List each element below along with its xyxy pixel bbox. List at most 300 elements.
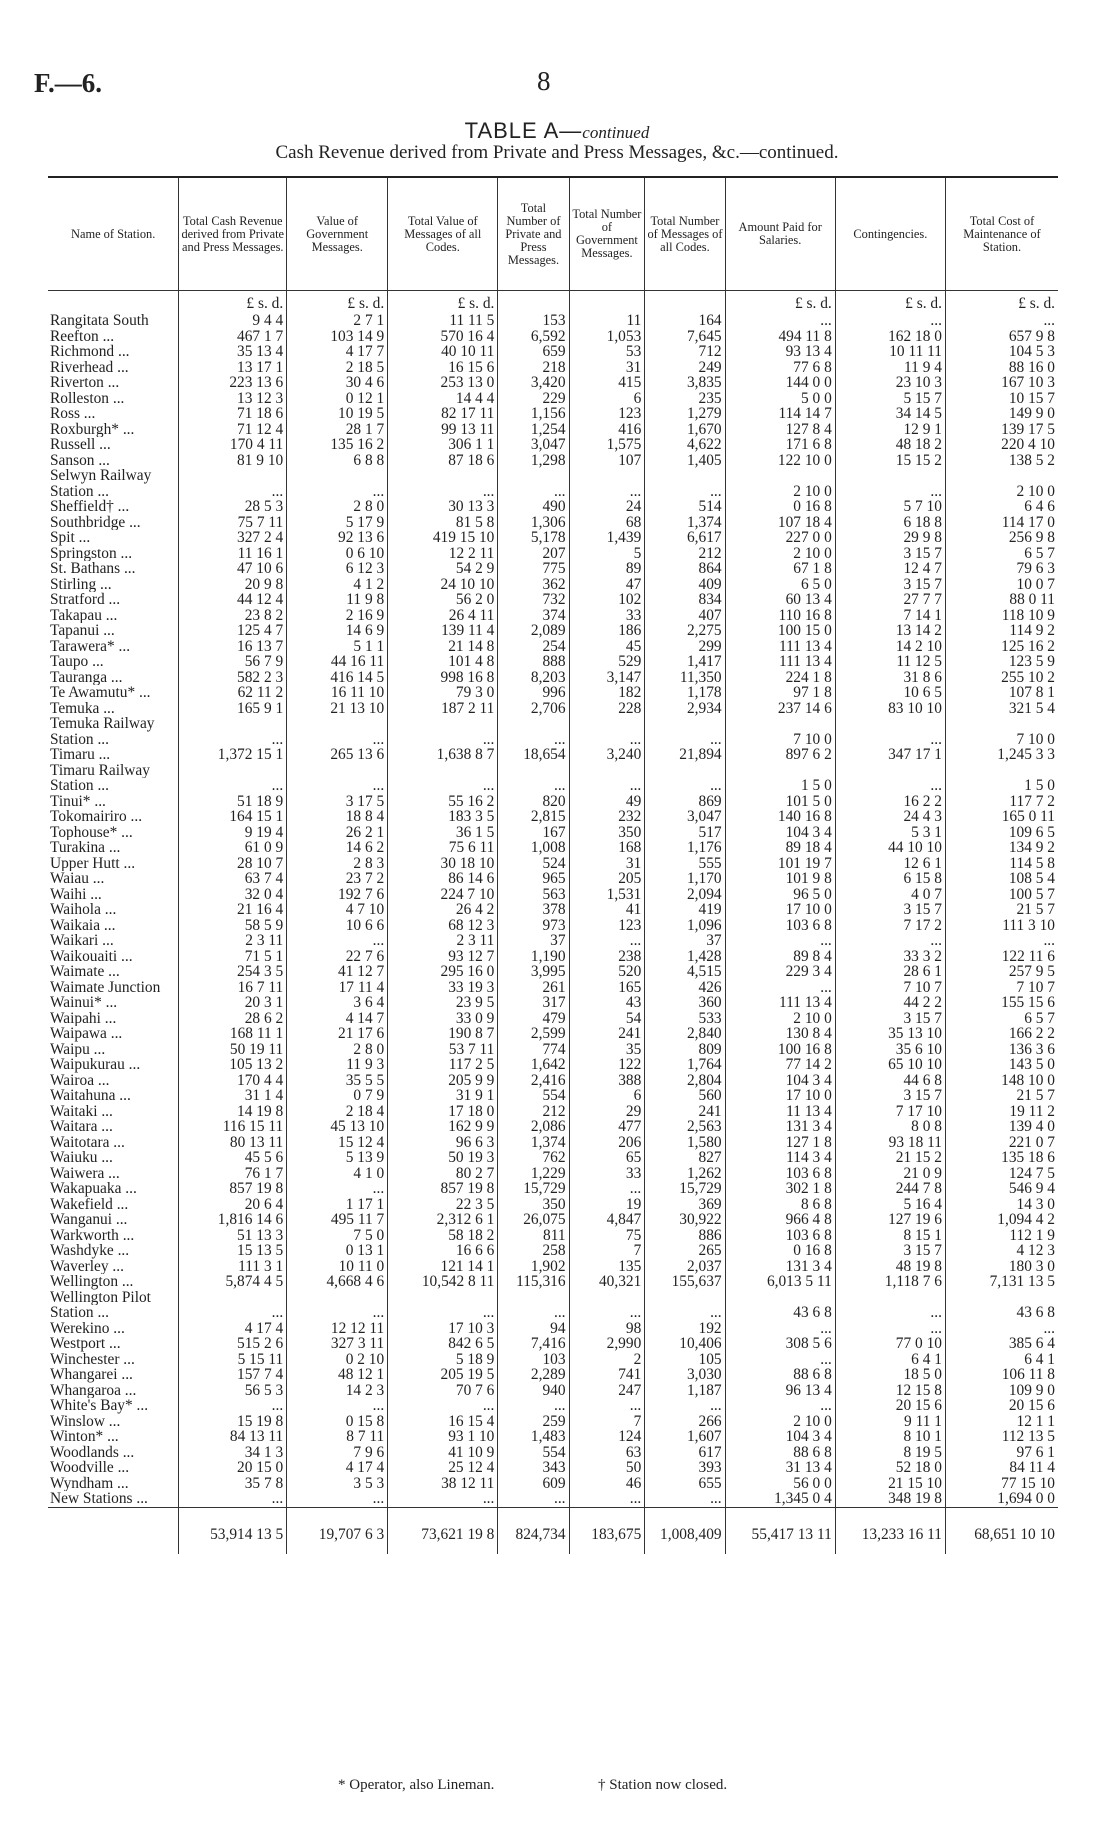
value-cell: 1,531 — [569, 887, 645, 903]
value-cell: 101 5 0 — [725, 794, 835, 810]
value-cell: 123 — [569, 918, 645, 934]
value-cell: 1,306 — [498, 515, 569, 531]
value-cell: 182 — [569, 685, 645, 701]
value-cell: 17 18 0 — [388, 1104, 498, 1120]
value-cell: 1,170 — [645, 871, 725, 887]
table-row — [48, 1259, 1058, 1275]
value-cell: 89 18 4 — [725, 840, 835, 856]
value-cell — [725, 763, 835, 779]
table-row — [48, 856, 1058, 872]
value-cell: 117 2 5 — [388, 1057, 498, 1073]
station-name-cell: Spit ... — [48, 530, 179, 546]
value-cell: 4,622 — [645, 437, 725, 453]
value-cell: 237 14 6 — [725, 701, 835, 717]
value-cell: 31 — [569, 360, 645, 376]
value-cell: 7,416 — [498, 1336, 569, 1352]
value-cell: 609 — [498, 1476, 569, 1492]
value-cell: 2,289 — [498, 1367, 569, 1383]
value-cell: 347 17 1 — [835, 747, 945, 763]
value-cell: 477 — [569, 1119, 645, 1135]
value-cell: 84 13 11 — [179, 1429, 287, 1445]
value-cell: 7 5 0 — [287, 1228, 388, 1244]
value-cell — [569, 763, 645, 779]
station-name-cell: Waitaki ... — [48, 1104, 179, 1120]
value-cell: 123 5 9 — [1008, 654, 1055, 670]
value-cell: ... — [287, 484, 388, 500]
value-cell: 67 1 8 — [725, 561, 835, 577]
value-cell: 1,439 — [569, 530, 645, 546]
value-cell: 10 15 7 — [1008, 390, 1055, 406]
value-cell: 426 — [645, 980, 725, 996]
station-name-cell: Tarawera* ... — [48, 639, 179, 655]
value-cell: 317 — [498, 995, 569, 1011]
value-cell: ... — [645, 484, 725, 500]
table-row — [48, 1243, 1058, 1259]
value-cell: 109 6 5 — [1008, 824, 1055, 840]
table-row — [48, 778, 1058, 794]
value-cell: 265 — [645, 1243, 725, 1259]
value-cell: 125 16 2 — [1001, 638, 1055, 654]
value-cell: 112 13 5 — [1001, 1429, 1055, 1445]
value-cell: 11,350 — [645, 670, 725, 686]
value-cell: 104 3 4 — [725, 1073, 835, 1089]
value-cell: £ s. d. — [179, 291, 287, 314]
value-cell: 135 16 2 — [287, 437, 388, 453]
value-cell: 102 — [569, 592, 645, 608]
value-cell: 107 8 1 — [1008, 685, 1055, 701]
value-cell: 259 — [498, 1414, 569, 1430]
value-cell: 21 17 6 — [287, 1026, 388, 1042]
table-row — [48, 980, 1058, 996]
value-cell: 114 5 8 — [1009, 855, 1055, 871]
table-row — [48, 794, 1058, 810]
value-cell: ... — [287, 1398, 388, 1414]
value-cell: 43 6 8 — [1016, 1305, 1055, 1321]
value-cell: 1,254 — [498, 422, 569, 438]
value-cell: 83 10 10 — [835, 701, 945, 717]
value-cell: 24 4 3 — [835, 809, 945, 825]
value-cell: ... — [569, 1181, 645, 1197]
value-cell: 1 5 0 — [725, 778, 835, 794]
value-cell: 302 1 8 — [725, 1181, 835, 1197]
value-cell: 41 10 9 — [388, 1445, 498, 1461]
value-cell: 118 10 9 — [1001, 607, 1055, 623]
value-cell: 3 5 3 — [287, 1476, 388, 1492]
value-cell: ... — [179, 732, 287, 748]
value-cell: 5 7 10 — [835, 499, 945, 515]
table-row — [48, 840, 1058, 856]
value-cell: 1,008,409 — [645, 1507, 725, 1554]
value-cell: 206 — [569, 1135, 645, 1151]
value-cell: 1,816 14 6 — [179, 1212, 287, 1228]
value-cell: 44 2 2 — [835, 995, 945, 1011]
value-cell: 192 — [645, 1321, 725, 1337]
station-name-cell: Timaru Railway — [48, 763, 179, 779]
value-cell: 63 — [569, 1445, 645, 1461]
station-name-cell: Reefton ... — [48, 329, 179, 345]
value-cell: 43 — [569, 995, 645, 1011]
station-name-cell: Roxburgh* ... — [48, 422, 179, 438]
value-cell: 2 3 11 — [388, 933, 498, 949]
value-cell: ... — [835, 313, 945, 329]
station-name-cell: Taupo ... — [48, 654, 179, 670]
value-cell: 218 — [498, 360, 569, 376]
value-cell: 115,316 — [498, 1274, 569, 1290]
value-cell: 12 9 1 — [835, 422, 945, 438]
value-cell: 2,312 6 1 — [388, 1212, 498, 1228]
station-name-cell: Wainui* ... — [48, 995, 179, 1011]
value-cell: 20 9 8 — [179, 577, 287, 593]
station-name-cell: St. Bathans ... — [48, 561, 179, 577]
station-name-cell: Whangarei ... — [48, 1367, 179, 1383]
station-name-cell: Waverley ... — [48, 1259, 179, 1275]
value-cell: ... — [1043, 313, 1055, 329]
value-cell — [945, 468, 1058, 484]
value-cell: 3 6 4 — [287, 995, 388, 1011]
value-cell: 3,047 — [645, 809, 725, 825]
footnote-closed: † Station now closed. — [598, 1777, 728, 1793]
table-row — [48, 623, 1058, 639]
value-cell: 106 11 8 — [1001, 1367, 1055, 1383]
value-cell: 15 12 4 — [287, 1135, 388, 1151]
table-row — [48, 747, 1058, 763]
value-cell: 10 11 11 — [835, 344, 945, 360]
value-cell: 20 15 6 — [1008, 1398, 1055, 1414]
value-cell — [945, 763, 1058, 779]
value-cell: 205 19 5 — [388, 1367, 498, 1383]
value-cell: 107 — [569, 453, 645, 469]
value-cell — [287, 716, 388, 732]
station-name-cell: Tauranga ... — [48, 670, 179, 686]
value-cell: 12 15 8 — [835, 1383, 945, 1399]
value-cell: 16 13 7 — [179, 639, 287, 655]
value-cell: 13,233 16 11 — [835, 1507, 945, 1554]
value-cell: 515 2 6 — [179, 1336, 287, 1352]
table-header — [48, 177, 1058, 291]
value-cell: ... — [388, 1491, 498, 1507]
value-cell: 88 6 8 — [725, 1445, 835, 1461]
value-cell: 617 — [645, 1445, 725, 1461]
value-cell — [287, 468, 388, 484]
value-cell: 261 — [498, 980, 569, 996]
value-cell: 14 2 10 — [835, 639, 945, 655]
table-row — [48, 499, 1058, 515]
value-cell: 1,417 — [645, 654, 725, 670]
station-name-cell: Sheffield† ... — [48, 499, 179, 515]
value-cell: 220 4 10 — [1001, 437, 1055, 453]
value-cell: 228 — [569, 701, 645, 717]
value-cell: 6 12 3 — [287, 561, 388, 577]
table-row — [48, 406, 1058, 422]
value-cell: ... — [498, 732, 569, 748]
value-cell: 96 13 4 — [725, 1383, 835, 1399]
value-cell: 183,675 — [569, 1507, 645, 1554]
value-cell: 21 5 7 — [1016, 1088, 1055, 1104]
value-cell: ... — [835, 732, 945, 748]
value-cell: 5 3 1 — [835, 825, 945, 841]
station-name-cell: Woodlands ... — [48, 1445, 179, 1461]
unit-row — [48, 291, 1058, 314]
value-cell: 21 0 9 — [835, 1166, 945, 1182]
value-cell: 14 6 9 — [287, 623, 388, 639]
value-cell: 101 19 7 — [725, 856, 835, 872]
value-cell — [179, 763, 287, 779]
value-cell: 81 9 10 — [179, 453, 287, 469]
table-row — [48, 592, 1058, 608]
value-cell: 44 6 8 — [835, 1073, 945, 1089]
value-cell: 223 13 6 — [179, 375, 287, 391]
value-cell: 2 8 3 — [287, 856, 388, 872]
value-cell: 762 — [498, 1150, 569, 1166]
value-cell: 2,037 — [645, 1259, 725, 1275]
value-cell: 221 0 7 — [1008, 1134, 1055, 1150]
value-cell: 2,804 — [645, 1073, 725, 1089]
station-name-cell: Waiwera ... — [48, 1166, 179, 1182]
value-cell: 554 — [498, 1445, 569, 1461]
table-row — [48, 1429, 1058, 1445]
value-cell: 23 9 5 — [388, 995, 498, 1011]
value-cell: 7 — [569, 1243, 645, 1259]
value-cell: 820 — [498, 794, 569, 810]
value-cell: 13 17 1 — [179, 360, 287, 376]
value-cell: 52 18 0 — [835, 1460, 945, 1476]
table-row — [48, 902, 1058, 918]
value-cell: 0 15 8 — [287, 1414, 388, 1430]
table-row — [48, 515, 1058, 531]
table-row — [48, 871, 1058, 887]
value-cell: 11 — [569, 313, 645, 329]
value-cell: 50 19 11 — [179, 1042, 287, 1058]
value-cell: 205 9 9 — [388, 1073, 498, 1089]
table-title-continued: continued — [582, 123, 650, 142]
value-cell: 35 6 10 — [835, 1042, 945, 1058]
value-cell: 68 — [569, 515, 645, 531]
value-cell: 19,707 6 3 — [287, 1507, 388, 1554]
value-cell: 34 1 3 — [179, 1445, 287, 1461]
value-cell: 224 7 10 — [388, 887, 498, 903]
value-cell: 40 10 11 — [388, 344, 498, 360]
value-cell: 13 14 2 — [835, 623, 945, 639]
value-cell: 157 7 4 — [179, 1367, 287, 1383]
value-cell: 93 1 10 — [388, 1429, 498, 1445]
table-title — [0, 118, 1114, 144]
value-cell: 75 6 11 — [388, 840, 498, 856]
value-cell: 16 2 2 — [835, 794, 945, 810]
value-cell: 103 6 8 — [725, 1166, 835, 1182]
value-cell: 165 9 1 — [179, 701, 287, 717]
value-cell: 238 — [569, 949, 645, 965]
value-cell: 139 4 0 — [1008, 1119, 1055, 1135]
value-cell: 0 16 8 — [725, 1243, 835, 1259]
value-cell: 105 — [645, 1352, 725, 1368]
value-cell: 134 9 2 — [1008, 840, 1055, 856]
value-cell: 560 — [645, 1088, 725, 1104]
value-cell: ... — [1043, 933, 1055, 949]
station-name-cell: Southbridge ... — [48, 515, 179, 531]
table-row — [48, 546, 1058, 562]
value-cell: ... — [725, 313, 835, 329]
value-cell: 12 1 1 — [1016, 1413, 1055, 1429]
value-cell: 21,894 — [645, 747, 725, 763]
value-cell: 265 13 6 — [287, 747, 388, 763]
value-cell: 1,262 — [645, 1166, 725, 1182]
table-row — [48, 701, 1058, 717]
value-cell: 47 — [569, 577, 645, 593]
table-row — [48, 809, 1058, 825]
station-name-cell: Tinui* ... — [48, 794, 179, 810]
table-row — [48, 949, 1058, 965]
value-cell: 31 — [569, 856, 645, 872]
value-cell: 80 2 7 — [388, 1166, 498, 1182]
value-cell: 308 5 6 — [725, 1336, 835, 1352]
table-row — [48, 1088, 1058, 1104]
value-cell: 350 — [498, 1197, 569, 1213]
value-cell: 148 10 0 — [1001, 1072, 1055, 1088]
table-row — [48, 1073, 1058, 1089]
value-cell: 55,417 13 11 — [725, 1507, 835, 1554]
value-cell: 10 6 6 — [287, 918, 388, 934]
value-cell: 3,995 — [498, 964, 569, 980]
value-cell: 563 — [498, 887, 569, 903]
value-cell: 117 7 2 — [1009, 793, 1055, 809]
value-cell: 170 4 11 — [179, 437, 287, 453]
value-cell: 31 8 6 — [835, 670, 945, 686]
table-row — [48, 1011, 1058, 1027]
value-cell: 494 11 8 — [725, 329, 835, 345]
value-cell: 350 — [569, 825, 645, 841]
value-cell: 5 — [569, 546, 645, 562]
value-cell: 49 — [569, 794, 645, 810]
table-row — [48, 530, 1058, 546]
station-name-cell: Temuka ... — [48, 701, 179, 717]
value-cell — [569, 1290, 645, 1306]
value-cell: 77 6 8 — [725, 360, 835, 376]
value-cell: 28 5 3 — [179, 499, 287, 515]
value-cell: 3,420 — [498, 375, 569, 391]
station-name-cell: Waipu ... — [48, 1042, 179, 1058]
value-cell: 99 13 11 — [388, 422, 498, 438]
value-cell: 33 — [569, 608, 645, 624]
value-cell: 4 17 4 — [287, 1460, 388, 1476]
value-cell: 1,405 — [645, 453, 725, 469]
value-cell: 1,190 — [498, 949, 569, 965]
value-cell: 56 0 0 — [725, 1476, 835, 1492]
value-cell: 514 — [645, 499, 725, 515]
value-cell: 155 15 6 — [1001, 995, 1055, 1011]
value-cell: 82 17 11 — [388, 406, 498, 422]
station-name-cell: Waitara ... — [48, 1119, 179, 1135]
value-cell: 22 3 5 — [388, 1197, 498, 1213]
value-cell: 348 19 8 — [835, 1491, 945, 1507]
station-name-cell: Rangitata South — [48, 313, 179, 329]
value-cell — [645, 291, 725, 314]
value-cell: 374 — [498, 608, 569, 624]
value-cell: 40,321 — [569, 1274, 645, 1290]
value-cell: 16 15 6 — [388, 360, 498, 376]
value-cell: 6,013 5 11 — [725, 1274, 835, 1290]
value-cell: 107 18 4 — [725, 515, 835, 531]
value-cell: 1,053 — [569, 329, 645, 345]
value-cell: 4 1 0 — [287, 1166, 388, 1182]
value-cell: 104 3 4 — [725, 825, 835, 841]
station-name-cell: Te Awamutu* ... — [48, 685, 179, 701]
value-cell: ... — [725, 1398, 835, 1414]
column-header: Total Cost of Maintenance of Station. — [945, 177, 1058, 291]
value-cell: 139 17 5 — [1001, 421, 1055, 437]
table-row — [48, 1150, 1058, 1166]
value-cell — [287, 763, 388, 779]
table-row — [48, 685, 1058, 701]
value-cell: ... — [179, 778, 287, 794]
value-cell: 7 17 2 — [835, 918, 945, 934]
table-row — [48, 732, 1058, 748]
value-cell: 212 — [645, 546, 725, 562]
value-cell: ... — [725, 1352, 835, 1368]
value-cell — [945, 1290, 1058, 1306]
value-cell: 94 — [498, 1321, 569, 1337]
station-name-cell: Winchester ... — [48, 1352, 179, 1368]
value-cell: 45 — [569, 639, 645, 655]
table-row — [48, 654, 1058, 670]
station-name-cell: Waipawa ... — [48, 1026, 179, 1042]
value-cell: 7 14 1 — [835, 608, 945, 624]
value-cell: 19 — [569, 1197, 645, 1213]
value-cell — [835, 716, 945, 732]
station-name-cell: Waiau ... — [48, 871, 179, 887]
value-cell: 0 2 10 — [287, 1352, 388, 1368]
value-cell: 1,374 — [645, 515, 725, 531]
value-cell: 28 10 7 — [179, 856, 287, 872]
table-row — [48, 1057, 1058, 1073]
value-cell: 229 3 4 — [725, 964, 835, 980]
column-header: Total Number of Private and Press Messages. — [498, 177, 569, 291]
value-cell: 965 — [498, 871, 569, 887]
table-row — [48, 1367, 1058, 1383]
value-cell: 247 — [569, 1383, 645, 1399]
station-name-cell: Ross ... — [48, 406, 179, 422]
value-cell: ... — [179, 1491, 287, 1507]
station-name-cell: Washdyke ... — [48, 1243, 179, 1259]
value-cell: 299 — [645, 639, 725, 655]
value-cell: 103 14 9 — [287, 329, 388, 345]
value-cell: 62 11 2 — [179, 685, 287, 701]
value-cell: 14 19 8 — [179, 1104, 287, 1120]
value-cell: 2,089 — [498, 623, 569, 639]
value-cell: 26 2 1 — [287, 825, 388, 841]
value-cell: 10,542 8 11 — [388, 1274, 498, 1290]
value-cell: 80 13 11 — [179, 1135, 287, 1151]
value-cell: 241 — [645, 1104, 725, 1120]
value-cell: 775 — [498, 561, 569, 577]
value-cell: 143 5 0 — [1008, 1057, 1055, 1073]
value-cell: 60 13 4 — [725, 592, 835, 608]
value-cell: ... — [498, 484, 569, 500]
value-cell: ... — [287, 1491, 388, 1507]
value-cell: ... — [287, 1305, 388, 1321]
station-name-cell: Stratford ... — [48, 592, 179, 608]
value-cell: 54 — [569, 1011, 645, 1027]
value-cell: 10,406 — [645, 1336, 725, 1352]
value-cell: 824,734 — [498, 1507, 569, 1554]
value-cell: 167 — [498, 825, 569, 841]
page-identifier: F.—6. — [34, 68, 103, 98]
value-cell: £ s. d. — [388, 291, 498, 314]
value-cell: 45 5 6 — [179, 1150, 287, 1166]
value-cell: 33 19 3 — [388, 980, 498, 996]
value-cell — [835, 468, 945, 484]
value-cell: 657 9 8 — [1008, 328, 1055, 344]
table-row — [48, 1181, 1058, 1197]
